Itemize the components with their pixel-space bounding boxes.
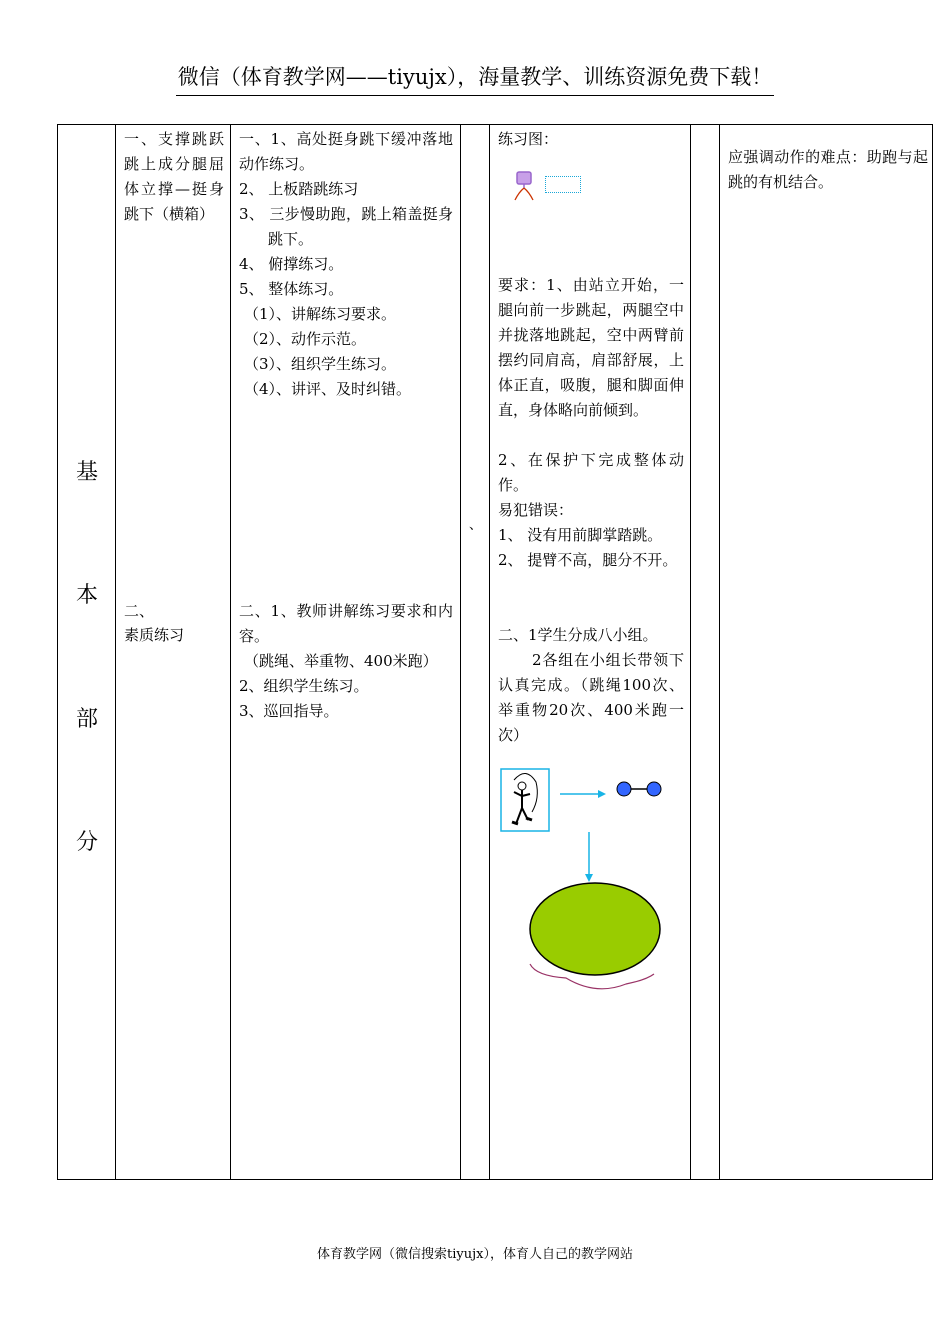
errors-title: 易犯错误： xyxy=(498,501,574,519)
method-line: （跳绳、举重物、400米跑） xyxy=(244,652,438,670)
dumbbell-weight-left xyxy=(617,782,631,796)
method-line: （4）、讲评、及时纠错。 xyxy=(244,380,412,398)
content-item-2-text: 素质练习 xyxy=(124,626,185,644)
notes-column xyxy=(720,125,934,1179)
narrow-column xyxy=(461,125,490,1179)
rope-skipping-figure-icon xyxy=(500,768,552,834)
content-column xyxy=(116,125,231,1179)
method-line: （1）、讲解练习要求。 xyxy=(244,305,397,323)
narrow-column-2 xyxy=(691,125,720,1179)
methods-column xyxy=(231,125,461,1179)
content-item-1: 一、支撑跳跃跳上成分腿屈体立撑—挺身跳下（横箱） xyxy=(124,130,224,223)
method-line: 5、 整体练习。 xyxy=(239,280,344,298)
page-header-title xyxy=(0,62,950,96)
method-line: 4、 俯撑练习。 xyxy=(239,255,344,273)
page-footer: 体育教学网（微信搜索tiyujx），体育人自己的教学网站 xyxy=(317,1247,633,1262)
part2-line-2: 2各组在小组长带领下认真完成。（跳绳100次、举重物20次、400米跑一次） xyxy=(498,651,684,744)
method-line: 2、组织学生练习。 xyxy=(239,677,369,695)
method-line: 二、1、教师讲解练习要求和内容。 xyxy=(239,602,453,645)
error-item: 1、 没有用前脚掌踏跳。 xyxy=(498,526,663,544)
header-title-text: 微信（体育教学网——tiyujx），海量教学、训练资源免费下载！ xyxy=(176,62,774,96)
method-line: （2）、动作示范。 xyxy=(244,330,367,348)
section-label-char: 本 xyxy=(75,583,98,608)
figure-caption-box xyxy=(545,176,581,193)
error-item: 2、 提臂不高，腿分不开。 xyxy=(498,551,678,569)
figure-right-leg xyxy=(524,188,533,200)
arrow-down-icon xyxy=(580,830,598,884)
rope-figure-frame xyxy=(501,769,549,831)
field-oval xyxy=(530,883,660,975)
section-label-char: 部 xyxy=(75,707,98,732)
dumbbell-icon xyxy=(614,780,664,798)
method-line: 3、巡回指导。 xyxy=(239,702,339,720)
arrow-right-icon xyxy=(558,786,608,802)
method-line: 一、1、高处挺身跳下缓冲落地动作练习。 xyxy=(239,130,453,173)
section-label-column xyxy=(58,125,116,1179)
running-field-icon xyxy=(526,880,666,1000)
part2-line-1: 二、1学生分成八小组。 xyxy=(498,626,658,644)
dumbbell-weight-right xyxy=(647,782,661,796)
methods-part-2 xyxy=(239,599,453,724)
arrow-right-head xyxy=(598,790,606,798)
organization-column xyxy=(490,125,691,1179)
requirements-text: 要求：1、由站立开始，一腿向前一步跳起，两腿空中并拢落地跳起，空中两臂前摆约同肩高，肩部舒展，上体正直，吸腹，腿和脚面伸直，身体略向前倾到。 xyxy=(498,276,684,419)
figure-head-shape xyxy=(517,172,531,184)
requirement-2: 2、在保护下完成整体动作。 xyxy=(498,451,684,494)
method-line: （3）、组织学生练习。 xyxy=(244,355,397,373)
content-item-2-number: 二、 xyxy=(124,602,155,620)
method-line: 2、 上板踏跳练习 xyxy=(239,180,359,198)
notes-text: 应强调动作的难点：助跑与起跳的有机结合。 xyxy=(728,148,928,191)
section-label-char: 分 xyxy=(75,830,98,855)
gymnast-figure-icon xyxy=(510,170,540,204)
methods-part-1 xyxy=(239,127,453,402)
method-line: 3、 三步慢助跑，跳上箱盖挺身跳下。 xyxy=(239,205,453,248)
figure-left-leg xyxy=(515,188,524,200)
lesson-plan-table xyxy=(57,124,933,1180)
diagram-label: 练习图： xyxy=(498,130,559,148)
section-label-char: 基 xyxy=(75,460,98,485)
narrow-column-mark: 、 xyxy=(469,518,483,533)
